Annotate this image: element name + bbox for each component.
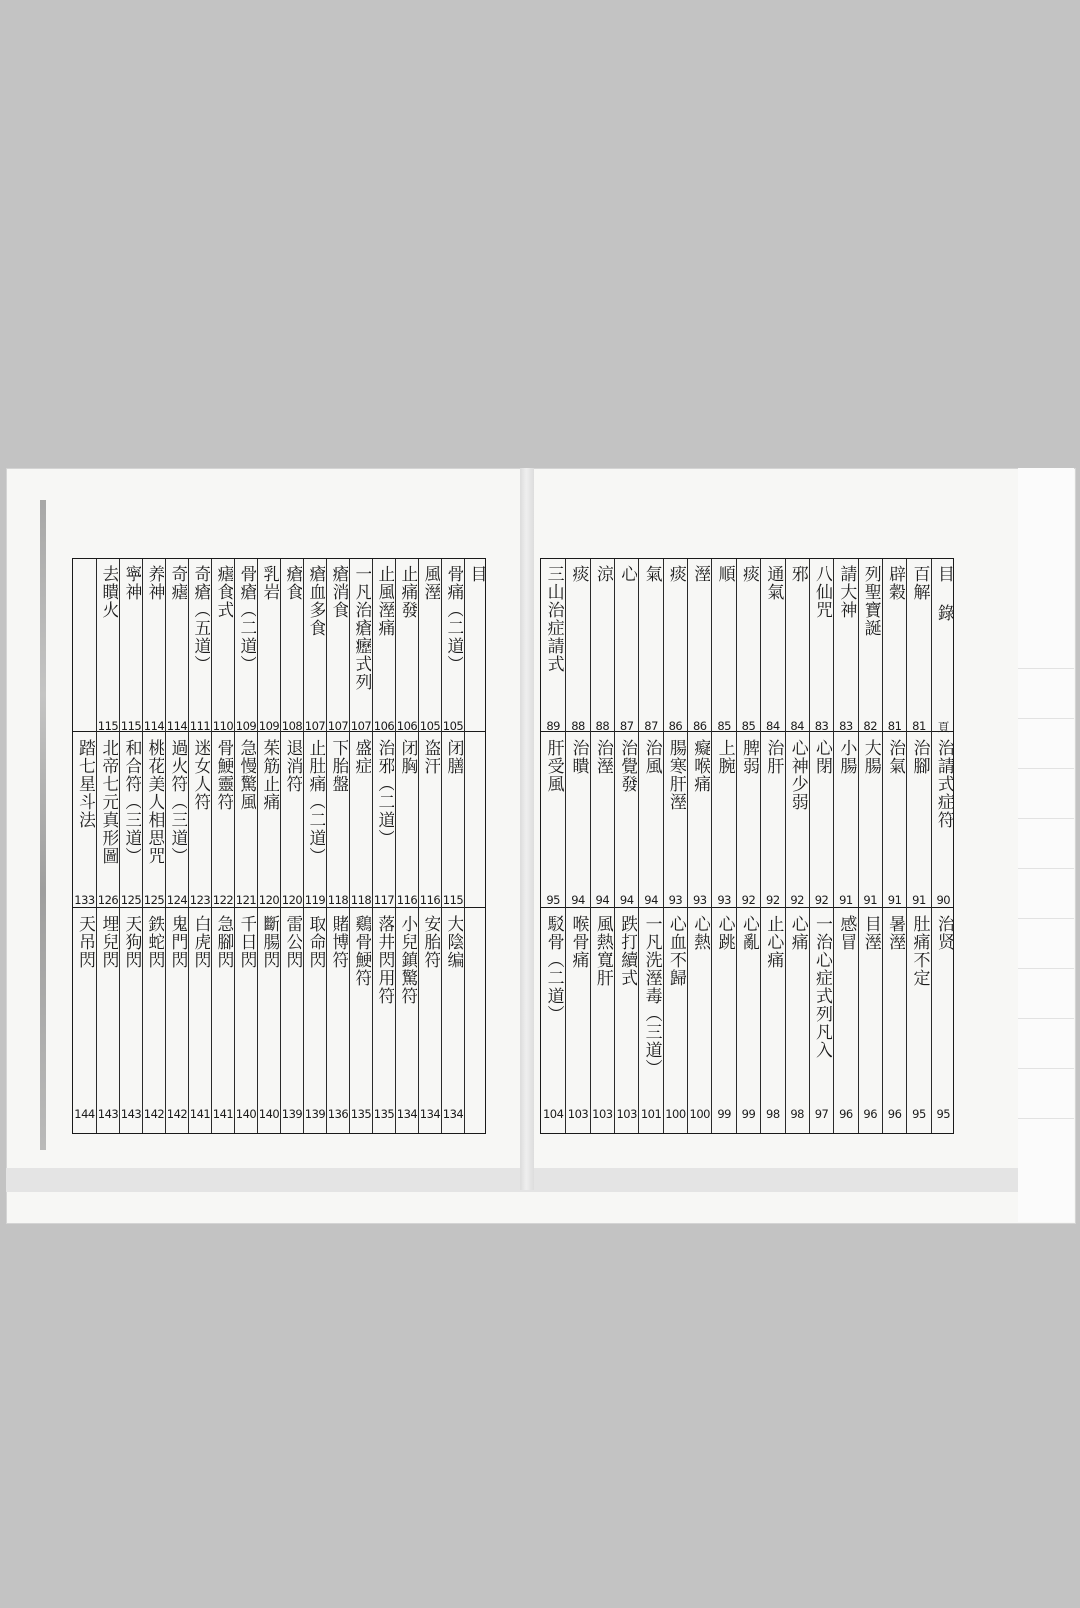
entry-title: 心 bbox=[617, 565, 638, 583]
entry-page-number: 143 bbox=[97, 1107, 119, 1121]
entry-page-number: 116 bbox=[396, 893, 418, 907]
entry-page-number: 101 bbox=[640, 1107, 662, 1121]
entry-page-number: 103 bbox=[592, 1107, 613, 1121]
entry-title: 鬼門閃 bbox=[167, 915, 187, 969]
contents-column bbox=[906, 559, 930, 1133]
entry-title: 心亂 bbox=[738, 915, 759, 951]
entry-title: 盗汗 bbox=[420, 739, 440, 775]
entry-title: 下胎盤 bbox=[328, 739, 348, 793]
entry-title: 盛症 bbox=[351, 739, 371, 775]
contents-column bbox=[590, 559, 614, 1133]
contents-column bbox=[165, 559, 188, 1133]
entry-title: 乳岩 bbox=[259, 565, 279, 601]
entry-page-number: 123 bbox=[189, 893, 211, 907]
entry-title: 心閉 bbox=[812, 739, 833, 775]
entry-title: 寧神 bbox=[121, 565, 141, 601]
entry-page-number: 141 bbox=[212, 1107, 234, 1121]
entry-title: 养神 bbox=[144, 565, 164, 601]
entry-page-number: 99 bbox=[741, 1107, 756, 1121]
entry-page-number: 94 bbox=[595, 893, 610, 907]
entry-page-number: 108 bbox=[281, 719, 303, 733]
entry-title: 過火符（三道） bbox=[167, 739, 187, 865]
entry-page-number: 142 bbox=[166, 1107, 188, 1121]
entry-page-number: 98 bbox=[790, 1107, 804, 1121]
contents-column bbox=[785, 559, 809, 1133]
entry-title: 落井閃用符 bbox=[374, 915, 394, 1005]
contents-column bbox=[931, 559, 955, 1133]
entry-page-number: 125 bbox=[143, 893, 165, 907]
entry-page-number: 93 bbox=[692, 893, 707, 907]
entry-page-number: 125 bbox=[120, 893, 142, 907]
contents-column bbox=[349, 559, 372, 1133]
entry-title: 暑溼 bbox=[885, 915, 906, 951]
entry-page-number: 114 bbox=[143, 719, 165, 733]
margin-strip bbox=[1018, 468, 1074, 1222]
entry-page-number: 106 bbox=[396, 719, 418, 733]
entry-title: 喉骨痛 bbox=[568, 915, 589, 969]
entry-title: 桃花美人相思咒 bbox=[144, 739, 164, 865]
entry-page-number: 115 bbox=[97, 719, 119, 733]
entry-page-number: 100 bbox=[689, 1107, 710, 1121]
entry-page-number: 105 bbox=[419, 719, 441, 733]
entry-page-number: 109 bbox=[258, 719, 280, 733]
entry-title: 肚痛不定 bbox=[909, 915, 930, 987]
entry-title: 心痛 bbox=[787, 915, 808, 951]
entry-page-number: 135 bbox=[350, 1107, 372, 1121]
entry-page-number: 98 bbox=[766, 1107, 780, 1121]
entry-page-number: 91 bbox=[839, 893, 853, 907]
entry-title: 奇瘡（五道） bbox=[190, 565, 210, 673]
entry-title: 迷女人符 bbox=[190, 739, 210, 811]
entry-page-number: 86 bbox=[668, 719, 683, 733]
entry-page-number: 117 bbox=[373, 893, 395, 907]
entry-title: 心跳 bbox=[714, 915, 735, 951]
entry-title: 闭膳 bbox=[443, 739, 463, 775]
entry-page-number: 103 bbox=[616, 1107, 637, 1121]
contents-column bbox=[119, 559, 142, 1133]
entry-page-number: 135 bbox=[373, 1107, 395, 1121]
contents-column bbox=[882, 559, 906, 1133]
entry-title: 痰 bbox=[568, 565, 589, 583]
entry-title: 去瞶火 bbox=[98, 565, 118, 619]
entry-title: 急腳閃 bbox=[213, 915, 233, 969]
entry-page-number: 107 bbox=[304, 719, 326, 733]
contents-column bbox=[441, 559, 464, 1133]
entry-title: 取命閃 bbox=[305, 915, 325, 969]
entry-page-number: 141 bbox=[189, 1107, 211, 1121]
entry-title: 風溼 bbox=[420, 565, 440, 601]
entry-page-number: 100 bbox=[665, 1107, 686, 1121]
entry-page-number: 95 bbox=[912, 1107, 926, 1121]
entry-title: 鷄骨鯁符 bbox=[351, 915, 371, 987]
entry-title: 感冒 bbox=[836, 915, 857, 951]
entry-title: 八仙咒 bbox=[812, 565, 833, 619]
entry-title: 跌打續式 bbox=[617, 915, 638, 987]
entry-page-number: 116 bbox=[419, 893, 441, 907]
entry-page-number: 95 bbox=[936, 1107, 951, 1121]
contents-column bbox=[326, 559, 349, 1133]
contents-column bbox=[809, 559, 833, 1133]
entry-page-number: 87 bbox=[644, 719, 658, 733]
entry-title: 止痛發 bbox=[397, 565, 417, 619]
entry-page-number: 91 bbox=[912, 893, 926, 907]
entry-title: 瘡血多食 bbox=[305, 565, 325, 637]
entry-title: 列聖寶誕 bbox=[860, 565, 881, 637]
entry-title: 治請式症符 bbox=[933, 739, 954, 829]
entry-page-number: 94 bbox=[571, 893, 585, 907]
page-edge-smudge bbox=[40, 500, 46, 1150]
contents-column bbox=[565, 559, 589, 1133]
entry-title: 痰 bbox=[665, 565, 686, 583]
entry-title: 治邪（二道） bbox=[374, 739, 394, 847]
entry-title: 上腕 bbox=[714, 739, 735, 775]
entry-page-number: 119 bbox=[304, 893, 326, 907]
entry-page-number: 115 bbox=[120, 719, 142, 733]
contents-column bbox=[833, 559, 857, 1133]
entry-title: 天狗閃 bbox=[121, 915, 141, 969]
entry-title: 治肝 bbox=[763, 739, 784, 775]
entry-title: 止風溼痛 bbox=[374, 565, 394, 637]
entry-title: 請大神 bbox=[836, 565, 857, 619]
entry-title: 氣 bbox=[641, 565, 662, 583]
entry-page-number: 88 bbox=[571, 719, 585, 733]
entry-page-number: 83 bbox=[839, 719, 853, 733]
entry-title: 白虎閃 bbox=[190, 915, 210, 969]
entry-page-number: 109 bbox=[235, 719, 257, 733]
entry-page-number: 142 bbox=[143, 1107, 165, 1121]
entry-page-number: 118 bbox=[350, 893, 372, 907]
contents-column bbox=[614, 559, 638, 1133]
entry-title: 瘡食 bbox=[282, 565, 302, 601]
entry-page-number: 104 bbox=[542, 1107, 564, 1121]
contents-column bbox=[188, 559, 211, 1133]
entry-page-number: 96 bbox=[863, 1107, 878, 1121]
entry-title: 鉄蛇閃 bbox=[144, 915, 164, 969]
entry-page-number: 82 bbox=[863, 719, 878, 733]
book-gutter bbox=[520, 468, 534, 1190]
entry-title: 大腸 bbox=[860, 739, 881, 775]
contents-column bbox=[736, 559, 760, 1133]
entry-page-number: 91 bbox=[863, 893, 878, 907]
entry-page-number: 95 bbox=[546, 893, 560, 907]
entry-title: 百解 bbox=[909, 565, 930, 601]
entry-title: 三山治症請式 bbox=[543, 565, 564, 673]
entry-page-number: 96 bbox=[887, 1107, 902, 1121]
entry-page-number: 93 bbox=[668, 893, 683, 907]
entry-page-number: 81 bbox=[912, 719, 926, 733]
entry-page-number: 140 bbox=[235, 1107, 257, 1121]
entry-title: 一凡洗溼毒（三道） bbox=[641, 915, 662, 1077]
entry-page-number: 87 bbox=[619, 719, 634, 733]
entry-title: 治氣 bbox=[885, 739, 906, 775]
entry-page-number: 99 bbox=[717, 1107, 731, 1121]
entry-page-number: 103 bbox=[567, 1107, 589, 1121]
entry-title: 痰 bbox=[738, 565, 759, 583]
entry-title: 小腸 bbox=[836, 739, 857, 775]
entry-title: 雷公閃 bbox=[282, 915, 302, 969]
entry-page-number: 92 bbox=[790, 893, 804, 907]
entry-page-number: 105 bbox=[442, 719, 464, 733]
entry-title: 治瞶 bbox=[568, 739, 589, 775]
entry-title: 瘡消食 bbox=[328, 565, 348, 619]
entry-page-number: 89 bbox=[546, 719, 560, 733]
entry-title: 退消符 bbox=[282, 739, 302, 793]
entry-page-number: 134 bbox=[419, 1107, 441, 1121]
entry-title: 目 錄 bbox=[933, 565, 954, 622]
entry-page-number: 139 bbox=[304, 1107, 326, 1121]
entry-title: 急慢驚風 bbox=[236, 739, 256, 811]
contents-column bbox=[858, 559, 882, 1133]
entry-page-number: 139 bbox=[281, 1107, 303, 1121]
entry-page-number: 81 bbox=[887, 719, 902, 733]
entry-page-number: 106 bbox=[373, 719, 395, 733]
entry-title: 脾弱 bbox=[738, 739, 759, 775]
entry-page-number: 85 bbox=[741, 719, 756, 733]
entry-title: 溼 bbox=[690, 565, 711, 583]
entry-title: 骨痛（二道） bbox=[443, 565, 463, 673]
entry-page-number: 90 bbox=[936, 893, 951, 907]
entry-title: 涼 bbox=[592, 565, 613, 583]
entry-title: 一治心症式列凡入 bbox=[812, 915, 833, 1059]
entry-title: 小兒鎮驚符 bbox=[397, 915, 417, 1005]
entry-page-number: 92 bbox=[741, 893, 756, 907]
contents-column bbox=[687, 559, 711, 1133]
entry-page-number: 92 bbox=[766, 893, 780, 907]
entry-page-number: 110 bbox=[212, 719, 234, 733]
entry-title: 安胎符 bbox=[420, 915, 440, 969]
entry-page-number: 120 bbox=[258, 893, 280, 907]
entry-page-number: 107 bbox=[350, 719, 372, 733]
contents-column bbox=[96, 559, 119, 1133]
entry-page-number: 118 bbox=[327, 893, 349, 907]
contents-column bbox=[663, 559, 687, 1133]
entry-page-number: 94 bbox=[619, 893, 634, 907]
entry-page-number: 124 bbox=[166, 893, 188, 907]
entry-title: 治腳 bbox=[909, 739, 930, 775]
contents-column bbox=[303, 559, 326, 1133]
entry-page-number: 84 bbox=[766, 719, 780, 733]
entry-title bbox=[74, 565, 95, 715]
entry-page-number: 86 bbox=[692, 719, 707, 733]
entry-page-number: 134 bbox=[396, 1107, 418, 1121]
entry-title: 瘧食式 bbox=[213, 565, 233, 619]
contents-column bbox=[372, 559, 395, 1133]
entry-title: 止心痛 bbox=[763, 915, 784, 969]
entry-title: 斷腸閃 bbox=[259, 915, 279, 969]
entry-page-number: 96 bbox=[839, 1107, 853, 1121]
entry-title: 風熱寬肝 bbox=[592, 915, 613, 987]
contents-column bbox=[464, 559, 487, 1133]
entry-page-number: 134 bbox=[442, 1107, 464, 1121]
entry-title: 一凡治瘡癧式列 bbox=[351, 565, 371, 691]
right-contents-table bbox=[540, 558, 954, 1134]
entry-page-number: 97 bbox=[814, 1107, 829, 1121]
entry-title: 止肚痛（二道） bbox=[305, 739, 325, 865]
entry-page-number: 92 bbox=[814, 893, 829, 907]
entry-page-number: 91 bbox=[887, 893, 902, 907]
entry-page-number: 115 bbox=[442, 893, 464, 907]
entry-title: 通氣 bbox=[763, 565, 784, 601]
entry-title: 治溼 bbox=[592, 739, 613, 775]
entry-page-number: 107 bbox=[327, 719, 349, 733]
contents-column bbox=[418, 559, 441, 1133]
entry-title: 千日閃 bbox=[236, 915, 256, 969]
entry-page-number: 85 bbox=[717, 719, 731, 733]
contents-column bbox=[211, 559, 234, 1133]
entry-title: 心熱 bbox=[690, 915, 711, 951]
entry-title: 癡喉痛 bbox=[690, 739, 711, 793]
entry-title: 目 bbox=[466, 565, 486, 583]
contents-column bbox=[234, 559, 257, 1133]
entry-title: 茱筋止痛 bbox=[259, 739, 279, 811]
entry-page-number: 121 bbox=[235, 893, 257, 907]
entry-title: 目溼 bbox=[860, 915, 881, 951]
entry-title: 大陰编 bbox=[443, 915, 463, 969]
entry-title: 肝受風 bbox=[543, 739, 564, 793]
entry-title: 邪 bbox=[787, 565, 808, 583]
entry-page-number: 94 bbox=[644, 893, 658, 907]
entry-title: 骨瘡（二道） bbox=[236, 565, 256, 673]
entry-title: 治風 bbox=[641, 739, 662, 775]
entry-page-number: 122 bbox=[212, 893, 234, 907]
entry-title bbox=[466, 739, 486, 887]
entry-title bbox=[466, 915, 486, 1099]
entry-title: 踏七星斗法 bbox=[75, 739, 95, 829]
entry-title: 闭胸 bbox=[397, 739, 417, 775]
contents-column bbox=[760, 559, 784, 1133]
entry-page-number: 93 bbox=[717, 893, 731, 907]
entry-page-number: 88 bbox=[595, 719, 610, 733]
entry-title: 北帝七元真形圖 bbox=[98, 739, 118, 865]
entry-title: 埋兒閃 bbox=[98, 915, 118, 969]
entry-page-number: 140 bbox=[258, 1107, 280, 1121]
entry-title: 賭博符 bbox=[328, 915, 348, 969]
entry-page-number: 120 bbox=[281, 893, 303, 907]
entry-title: 心血不歸 bbox=[665, 915, 686, 987]
left-contents-table bbox=[72, 558, 486, 1134]
entry-page-number: 84 bbox=[790, 719, 804, 733]
entry-title: 天吊閃 bbox=[75, 915, 95, 969]
entry-page-number: 133 bbox=[74, 893, 95, 907]
entry-title: 骨鯁靈符 bbox=[213, 739, 233, 811]
entry-title: 心神少弱 bbox=[787, 739, 808, 811]
entry-title: 奇瘧 bbox=[167, 565, 187, 601]
entry-page-number: 144 bbox=[74, 1107, 95, 1121]
entry-page-number: 114 bbox=[166, 719, 188, 733]
contents-column bbox=[711, 559, 735, 1133]
entry-title: 治贤 bbox=[933, 915, 954, 951]
entry-title: 辟穀 bbox=[885, 565, 906, 601]
entry-page-number: 頁 bbox=[937, 720, 949, 734]
contents-column bbox=[142, 559, 165, 1133]
contents-column bbox=[257, 559, 280, 1133]
entry-page-number: 126 bbox=[97, 893, 119, 907]
entry-title: 駁骨（二道） bbox=[543, 915, 564, 1023]
contents-column bbox=[73, 559, 96, 1133]
entry-page-number: 143 bbox=[120, 1107, 142, 1121]
contents-column bbox=[395, 559, 418, 1133]
page-bottom-shadow bbox=[6, 1168, 1018, 1192]
contents-column bbox=[541, 559, 565, 1133]
entry-title: 腸寒肝溼 bbox=[665, 739, 686, 811]
contents-column bbox=[280, 559, 303, 1133]
entry-page-number: 136 bbox=[327, 1107, 349, 1121]
entry-page-number: 111 bbox=[189, 719, 211, 733]
entry-title: 治覺發 bbox=[617, 739, 638, 793]
entry-page-number: 83 bbox=[814, 719, 829, 733]
entry-title: 和合符（三道） bbox=[121, 739, 141, 865]
entry-title: 順 bbox=[714, 565, 735, 583]
contents-column bbox=[638, 559, 662, 1133]
